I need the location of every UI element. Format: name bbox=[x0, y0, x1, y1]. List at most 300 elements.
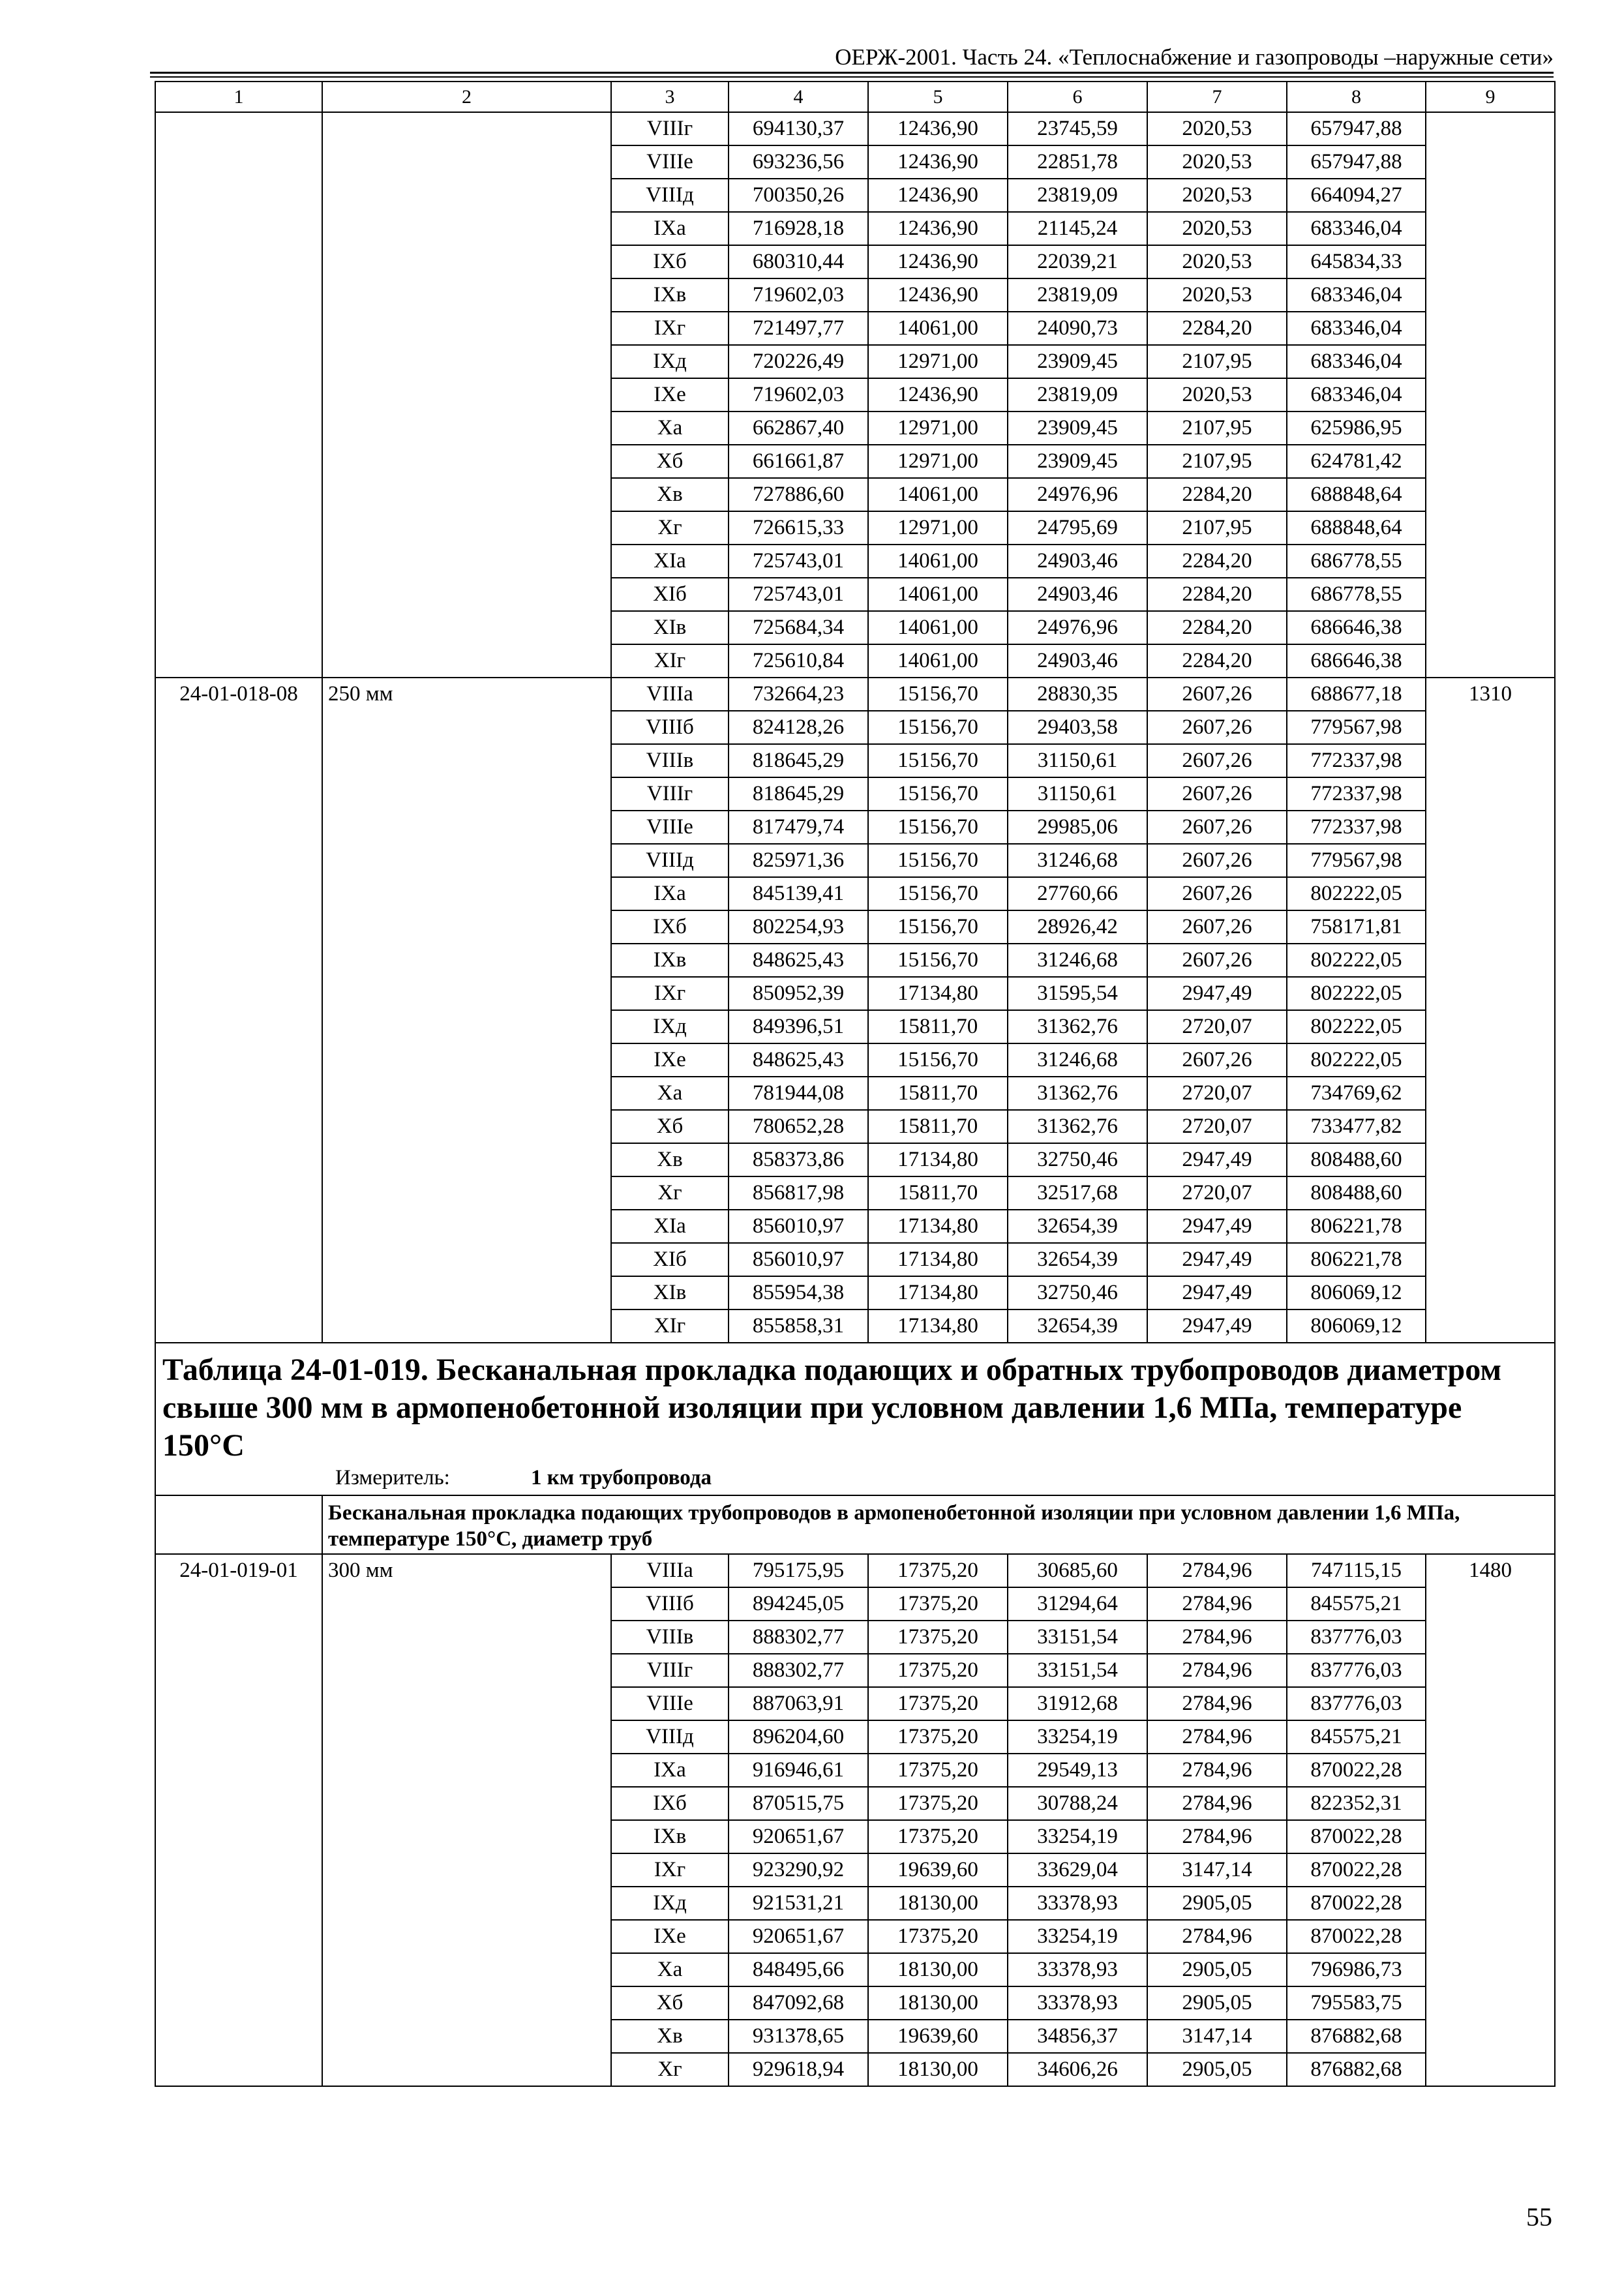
materials-cost: 683346,04 bbox=[1287, 278, 1426, 312]
total-cost: 888302,77 bbox=[729, 1654, 868, 1687]
resource-group: IXа bbox=[611, 212, 729, 245]
wages-cost: 12971,00 bbox=[868, 445, 1008, 478]
total-cost: 855954,38 bbox=[729, 1276, 868, 1309]
wages-cost: 17134,80 bbox=[868, 1143, 1008, 1176]
column-number-row bbox=[155, 82, 1555, 112]
materials-cost: 870022,28 bbox=[1287, 1887, 1426, 1920]
total-cost: 694130,37 bbox=[729, 112, 868, 145]
total-cost: 693236,56 bbox=[729, 145, 868, 179]
machines-cost: 28830,35 bbox=[1008, 678, 1147, 711]
resource-group: XIв bbox=[611, 1276, 729, 1309]
total-cost: 855858,31 bbox=[729, 1309, 868, 1343]
code-cell: 24-01-018-08 bbox=[155, 678, 322, 1343]
total-cost: 858373,86 bbox=[729, 1143, 868, 1176]
resource-group: XIб bbox=[611, 578, 729, 611]
wages-cost: 12436,90 bbox=[868, 179, 1008, 212]
column-number: 3 bbox=[611, 82, 729, 112]
wages-cost: 15156,70 bbox=[868, 678, 1008, 711]
resource-group: VIIIг bbox=[611, 1654, 729, 1687]
total-cost: 856010,97 bbox=[729, 1210, 868, 1243]
total-cost: 916946,61 bbox=[729, 1754, 868, 1787]
machines-cost: 31362,76 bbox=[1008, 1010, 1147, 1043]
machines-cost: 24903,46 bbox=[1008, 644, 1147, 678]
wages-cost: 15156,70 bbox=[868, 711, 1008, 744]
wages-cost: 15156,70 bbox=[868, 744, 1008, 777]
resource-group: XIг bbox=[611, 644, 729, 678]
materials-cost: 870022,28 bbox=[1287, 1853, 1426, 1887]
machines-cost: 33151,54 bbox=[1008, 1621, 1147, 1654]
machinists-wages: 2905,05 bbox=[1147, 1887, 1287, 1920]
materials-cost: 808488,60 bbox=[1287, 1143, 1426, 1176]
materials-cost: 837776,03 bbox=[1287, 1621, 1426, 1654]
materials-cost: 870022,28 bbox=[1287, 1920, 1426, 1953]
machinists-wages: 2020,53 bbox=[1147, 179, 1287, 212]
machinists-wages: 2784,96 bbox=[1147, 1820, 1287, 1853]
resource-group: VIIIа bbox=[611, 678, 729, 711]
resource-group: Xг bbox=[611, 1176, 729, 1210]
machines-cost: 23909,45 bbox=[1008, 345, 1147, 378]
code-cell bbox=[155, 112, 322, 678]
machinists-wages: 2284,20 bbox=[1147, 312, 1287, 345]
resource-group: IXе bbox=[611, 1920, 729, 1953]
machines-cost: 28926,42 bbox=[1008, 910, 1147, 944]
total-cost: 920651,67 bbox=[729, 1820, 868, 1853]
materials-cost: 808488,60 bbox=[1287, 1176, 1426, 1210]
machinists-wages: 2020,53 bbox=[1147, 145, 1287, 179]
wages-cost: 15156,70 bbox=[868, 944, 1008, 977]
total-cost: 721497,77 bbox=[729, 312, 868, 345]
subheading-empty-cell bbox=[155, 1495, 322, 1554]
machines-cost: 24795,69 bbox=[1008, 511, 1147, 545]
machinists-wages: 2107,95 bbox=[1147, 511, 1287, 545]
total-cost: 845139,41 bbox=[729, 877, 868, 910]
total-cost: 725743,01 bbox=[729, 578, 868, 611]
wages-cost: 18130,00 bbox=[868, 1953, 1008, 1986]
machinists-wages: 2784,96 bbox=[1147, 1720, 1287, 1754]
resource-group: Xб bbox=[611, 1986, 729, 2020]
machines-cost: 29985,06 bbox=[1008, 811, 1147, 844]
machinists-wages: 2784,96 bbox=[1147, 1554, 1287, 1587]
resource-group: Xа bbox=[611, 411, 729, 445]
total-cost: 856817,98 bbox=[729, 1176, 868, 1210]
machines-cost: 23819,09 bbox=[1008, 179, 1147, 212]
total-cost: 818645,29 bbox=[729, 777, 868, 811]
total-cost: 848625,43 bbox=[729, 944, 868, 977]
resource-group: IXе bbox=[611, 1043, 729, 1077]
machinists-wages: 2607,26 bbox=[1147, 811, 1287, 844]
materials-cost: 758171,81 bbox=[1287, 910, 1426, 944]
meter-value: 1 км трубопровода bbox=[531, 1466, 712, 1489]
machinists-wages: 2905,05 bbox=[1147, 1986, 1287, 2020]
machines-cost: 23819,09 bbox=[1008, 378, 1147, 411]
resource-group: IXд bbox=[611, 1010, 729, 1043]
materials-cost: 683346,04 bbox=[1287, 212, 1426, 245]
resource-group: VIIIе bbox=[611, 1687, 729, 1720]
resource-group: IXв bbox=[611, 944, 729, 977]
materials-cost: 683346,04 bbox=[1287, 312, 1426, 345]
column-number: 8 bbox=[1287, 82, 1426, 112]
materials-cost: 657947,88 bbox=[1287, 145, 1426, 179]
machines-cost: 33378,93 bbox=[1008, 1953, 1147, 1986]
table-row bbox=[155, 678, 1555, 711]
machines-cost: 31912,68 bbox=[1008, 1687, 1147, 1720]
resource-group: XIа bbox=[611, 1210, 729, 1243]
resource-group: VIIIд bbox=[611, 1720, 729, 1754]
resource-group: XIг bbox=[611, 1309, 729, 1343]
machinists-wages: 2720,07 bbox=[1147, 1110, 1287, 1143]
machines-cost: 31246,68 bbox=[1008, 944, 1147, 977]
machinists-wages: 2784,96 bbox=[1147, 1687, 1287, 1720]
materials-cost: 688848,64 bbox=[1287, 511, 1426, 545]
machines-cost: 22039,21 bbox=[1008, 245, 1147, 278]
wages-cost: 12436,90 bbox=[868, 278, 1008, 312]
machinists-wages: 2607,26 bbox=[1147, 678, 1287, 711]
wages-cost: 17375,20 bbox=[868, 1554, 1008, 1587]
total-cost: 923290,92 bbox=[729, 1853, 868, 1887]
materials-cost: 683346,04 bbox=[1287, 378, 1426, 411]
wages-cost: 12971,00 bbox=[868, 345, 1008, 378]
materials-cost: 772337,98 bbox=[1287, 744, 1426, 777]
wages-cost: 12971,00 bbox=[868, 511, 1008, 545]
machines-cost: 32750,46 bbox=[1008, 1276, 1147, 1309]
total-cost: 921531,21 bbox=[729, 1887, 868, 1920]
materials-cost: 806221,78 bbox=[1287, 1210, 1426, 1243]
materials-cost: 686778,55 bbox=[1287, 545, 1426, 578]
machinists-wages: 2947,49 bbox=[1147, 1210, 1287, 1243]
machinists-wages: 2284,20 bbox=[1147, 644, 1287, 678]
column-number: 6 bbox=[1008, 82, 1147, 112]
table-row bbox=[155, 112, 1555, 145]
materials-cost: 806221,78 bbox=[1287, 1243, 1426, 1276]
machines-cost: 31362,76 bbox=[1008, 1110, 1147, 1143]
wages-cost: 12436,90 bbox=[868, 212, 1008, 245]
materials-cost: 688848,64 bbox=[1287, 478, 1426, 511]
column-number: 7 bbox=[1147, 82, 1287, 112]
resource-group: IXг bbox=[611, 312, 729, 345]
machinists-wages: 3147,14 bbox=[1147, 2020, 1287, 2053]
labor-rate-cell: 1310 bbox=[1426, 678, 1555, 1343]
total-cost: 719602,03 bbox=[729, 278, 868, 312]
labor-rate-cell bbox=[1426, 112, 1555, 678]
machinists-wages: 2284,20 bbox=[1147, 578, 1287, 611]
wages-cost: 17134,80 bbox=[868, 1243, 1008, 1276]
wages-cost: 17134,80 bbox=[868, 1210, 1008, 1243]
machines-cost: 33629,04 bbox=[1008, 1853, 1147, 1887]
machinists-wages: 2107,95 bbox=[1147, 445, 1287, 478]
materials-cost: 688677,18 bbox=[1287, 678, 1426, 711]
machines-cost: 30788,24 bbox=[1008, 1787, 1147, 1820]
materials-cost: 645834,33 bbox=[1287, 245, 1426, 278]
resource-group: VIIIд bbox=[611, 844, 729, 877]
resource-group: Xг bbox=[611, 2053, 729, 2086]
wages-cost: 15811,70 bbox=[868, 1077, 1008, 1110]
wages-cost: 15156,70 bbox=[868, 777, 1008, 811]
total-cost: 850952,39 bbox=[729, 977, 868, 1010]
resource-group: XIб bbox=[611, 1243, 729, 1276]
resource-group: Xв bbox=[611, 2020, 729, 2053]
materials-cost: 686646,38 bbox=[1287, 644, 1426, 678]
wages-cost: 17375,20 bbox=[868, 1820, 1008, 1853]
wages-cost: 12971,00 bbox=[868, 411, 1008, 445]
total-cost: 720226,49 bbox=[729, 345, 868, 378]
total-cost: 795175,95 bbox=[729, 1554, 868, 1587]
wages-cost: 14061,00 bbox=[868, 312, 1008, 345]
resource-group: Xб bbox=[611, 1110, 729, 1143]
wages-cost: 17134,80 bbox=[868, 1309, 1008, 1343]
machines-cost: 34856,37 bbox=[1008, 2020, 1147, 2053]
wages-cost: 15811,70 bbox=[868, 1010, 1008, 1043]
materials-cost: 686646,38 bbox=[1287, 611, 1426, 644]
wages-cost: 18130,00 bbox=[868, 2053, 1008, 2086]
price-table bbox=[155, 81, 1556, 2087]
machines-cost: 30685,60 bbox=[1008, 1554, 1147, 1587]
diameter-cell bbox=[322, 112, 611, 678]
machinists-wages: 2607,26 bbox=[1147, 910, 1287, 944]
total-cost: 802254,93 bbox=[729, 910, 868, 944]
header-rule-thin bbox=[150, 76, 1554, 78]
column-number: 9 bbox=[1426, 82, 1555, 112]
materials-cost: 796986,73 bbox=[1287, 1953, 1426, 1986]
wages-cost: 12436,90 bbox=[868, 145, 1008, 179]
total-cost: 817479,74 bbox=[729, 811, 868, 844]
wages-cost: 15811,70 bbox=[868, 1110, 1008, 1143]
machinists-wages: 2607,26 bbox=[1147, 944, 1287, 977]
machines-cost: 33378,93 bbox=[1008, 1887, 1147, 1920]
materials-cost: 802222,05 bbox=[1287, 877, 1426, 910]
meter-line bbox=[162, 1465, 1548, 1491]
resource-group: VIIIе bbox=[611, 145, 729, 179]
machines-cost: 32654,39 bbox=[1008, 1243, 1147, 1276]
machinists-wages: 2020,53 bbox=[1147, 378, 1287, 411]
materials-cost: 795583,75 bbox=[1287, 1986, 1426, 2020]
machines-cost: 21145,24 bbox=[1008, 212, 1147, 245]
machines-cost: 24903,46 bbox=[1008, 578, 1147, 611]
total-cost: 847092,68 bbox=[729, 1986, 868, 2020]
machines-cost: 23909,45 bbox=[1008, 411, 1147, 445]
wages-cost: 17375,20 bbox=[868, 1920, 1008, 1953]
table-row bbox=[155, 1554, 1555, 1587]
subheading: Бесканальная прокладка подающих трубопроводов в армопенобетонной изоляции при условном давлении 1,6 МПа, температуре 150°С, диаметр труб bbox=[322, 1495, 1555, 1554]
machines-cost: 32517,68 bbox=[1008, 1176, 1147, 1210]
wages-cost: 14061,00 bbox=[868, 545, 1008, 578]
materials-cost: 747115,15 bbox=[1287, 1554, 1426, 1587]
total-cost: 887063,91 bbox=[729, 1687, 868, 1720]
machinists-wages: 2607,26 bbox=[1147, 777, 1287, 811]
machinists-wages: 2905,05 bbox=[1147, 1953, 1287, 1986]
machines-cost: 24090,73 bbox=[1008, 312, 1147, 345]
machinists-wages: 2720,07 bbox=[1147, 1176, 1287, 1210]
total-cost: 725684,34 bbox=[729, 611, 868, 644]
total-cost: 662867,40 bbox=[729, 411, 868, 445]
materials-cost: 779567,98 bbox=[1287, 844, 1426, 877]
machines-cost: 24976,96 bbox=[1008, 478, 1147, 511]
machinists-wages: 2784,96 bbox=[1147, 1587, 1287, 1621]
total-cost: 870515,75 bbox=[729, 1787, 868, 1820]
machines-cost: 31246,68 bbox=[1008, 1043, 1147, 1077]
machinists-wages: 2020,53 bbox=[1147, 212, 1287, 245]
machines-cost: 33254,19 bbox=[1008, 1820, 1147, 1853]
machinists-wages: 2784,96 bbox=[1147, 1787, 1287, 1820]
wages-cost: 15156,70 bbox=[868, 910, 1008, 944]
materials-cost: 683346,04 bbox=[1287, 345, 1426, 378]
diameter-cell: 300 мм bbox=[322, 1554, 611, 2086]
machines-cost: 24903,46 bbox=[1008, 545, 1147, 578]
meter-label: Измеритель: bbox=[335, 1466, 450, 1489]
machinists-wages: 2607,26 bbox=[1147, 877, 1287, 910]
wages-cost: 14061,00 bbox=[868, 644, 1008, 678]
machines-cost: 31595,54 bbox=[1008, 977, 1147, 1010]
machines-cost: 29403,58 bbox=[1008, 711, 1147, 744]
total-cost: 781944,08 bbox=[729, 1077, 868, 1110]
resource-group: XIа bbox=[611, 545, 729, 578]
machinists-wages: 2784,96 bbox=[1147, 1654, 1287, 1687]
machinists-wages: 2947,49 bbox=[1147, 1276, 1287, 1309]
resource-group: IXа bbox=[611, 1754, 729, 1787]
resource-group: IXб bbox=[611, 245, 729, 278]
resource-group: VIIIв bbox=[611, 1621, 729, 1654]
materials-cost: 845575,21 bbox=[1287, 1720, 1426, 1754]
machinists-wages: 2784,96 bbox=[1147, 1621, 1287, 1654]
total-cost: 896204,60 bbox=[729, 1720, 868, 1754]
materials-cost: 734769,62 bbox=[1287, 1077, 1426, 1110]
total-cost: 818645,29 bbox=[729, 744, 868, 777]
materials-cost: 802222,05 bbox=[1287, 977, 1426, 1010]
machines-cost: 33254,19 bbox=[1008, 1920, 1147, 1953]
total-cost: 726615,33 bbox=[729, 511, 868, 545]
machinists-wages: 2947,49 bbox=[1147, 1143, 1287, 1176]
wages-cost: 17134,80 bbox=[868, 1276, 1008, 1309]
machines-cost: 32654,39 bbox=[1008, 1309, 1147, 1343]
diameter-cell: 250 мм bbox=[322, 678, 611, 1343]
labor-rate-cell: 1480 bbox=[1426, 1554, 1555, 2086]
materials-cost: 822352,31 bbox=[1287, 1787, 1426, 1820]
table-title: Таблица 24-01-019. Бесканальная прокладка подающих и обратных трубопроводов диаметром свыше 300 мм в армопенобетонной изоляции при условном давлении 1,6 МПа, температуре 150°С bbox=[162, 1353, 1502, 1463]
table-title-cell bbox=[155, 1343, 1555, 1495]
column-number: 1 bbox=[155, 82, 322, 112]
resource-group: IXе bbox=[611, 378, 729, 411]
wages-cost: 19639,60 bbox=[868, 2020, 1008, 2053]
wages-cost: 17375,20 bbox=[868, 1720, 1008, 1754]
page-number: 55 bbox=[1526, 2202, 1552, 2232]
wages-cost: 18130,00 bbox=[868, 1986, 1008, 2020]
resource-group: IXв bbox=[611, 278, 729, 312]
resource-group: VIIIе bbox=[611, 811, 729, 844]
total-cost: 680310,44 bbox=[729, 245, 868, 278]
machines-cost: 33151,54 bbox=[1008, 1654, 1147, 1687]
machines-cost: 31294,64 bbox=[1008, 1587, 1147, 1621]
machinists-wages: 2107,95 bbox=[1147, 411, 1287, 445]
wages-cost: 19639,60 bbox=[868, 1853, 1008, 1887]
materials-cost: 664094,27 bbox=[1287, 179, 1426, 212]
wages-cost: 17375,20 bbox=[868, 1587, 1008, 1621]
machinists-wages: 2284,20 bbox=[1147, 478, 1287, 511]
machinists-wages: 2607,26 bbox=[1147, 1043, 1287, 1077]
resource-group: VIIIа bbox=[611, 1554, 729, 1587]
resource-group: IXа bbox=[611, 877, 729, 910]
total-cost: 725743,01 bbox=[729, 545, 868, 578]
total-cost: 824128,26 bbox=[729, 711, 868, 744]
column-number: 2 bbox=[322, 82, 611, 112]
machinists-wages: 2905,05 bbox=[1147, 2053, 1287, 2086]
wages-cost: 17134,80 bbox=[868, 977, 1008, 1010]
resource-group: IXг bbox=[611, 977, 729, 1010]
machines-cost: 32654,39 bbox=[1008, 1210, 1147, 1243]
machinists-wages: 2947,49 bbox=[1147, 1243, 1287, 1276]
machinists-wages: 2607,26 bbox=[1147, 711, 1287, 744]
machines-cost: 32750,46 bbox=[1008, 1143, 1147, 1176]
machines-cost: 31246,68 bbox=[1008, 844, 1147, 877]
wages-cost: 15156,70 bbox=[868, 811, 1008, 844]
machines-cost: 34606,26 bbox=[1008, 2053, 1147, 2086]
resource-group: IXг bbox=[611, 1853, 729, 1887]
subheading-row bbox=[155, 1495, 1555, 1554]
materials-cost: 686778,55 bbox=[1287, 578, 1426, 611]
header-rule bbox=[150, 72, 1554, 74]
machines-cost: 33254,19 bbox=[1008, 1720, 1147, 1754]
wages-cost: 17375,20 bbox=[868, 1687, 1008, 1720]
machinists-wages: 2020,53 bbox=[1147, 112, 1287, 145]
total-cost: 848495,66 bbox=[729, 1953, 868, 1986]
materials-cost: 657947,88 bbox=[1287, 112, 1426, 145]
column-number: 5 bbox=[868, 82, 1008, 112]
materials-cost: 837776,03 bbox=[1287, 1654, 1426, 1687]
resource-group: Xа bbox=[611, 1077, 729, 1110]
total-cost: 725610,84 bbox=[729, 644, 868, 678]
machinists-wages: 2720,07 bbox=[1147, 1010, 1287, 1043]
materials-cost: 845575,21 bbox=[1287, 1587, 1426, 1621]
wages-cost: 15156,70 bbox=[868, 877, 1008, 910]
total-cost: 780652,28 bbox=[729, 1110, 868, 1143]
materials-cost: 772337,98 bbox=[1287, 777, 1426, 811]
machinists-wages: 2607,26 bbox=[1147, 744, 1287, 777]
resource-group: Xг bbox=[611, 511, 729, 545]
materials-cost: 876882,68 bbox=[1287, 2020, 1426, 2053]
total-cost: 732664,23 bbox=[729, 678, 868, 711]
machines-cost: 23909,45 bbox=[1008, 445, 1147, 478]
machines-cost: 31150,61 bbox=[1008, 744, 1147, 777]
materials-cost: 870022,28 bbox=[1287, 1754, 1426, 1787]
resource-group: VIIIб bbox=[611, 1587, 729, 1621]
machines-cost: 31362,76 bbox=[1008, 1077, 1147, 1110]
machinists-wages: 2020,53 bbox=[1147, 278, 1287, 312]
materials-cost: 733477,82 bbox=[1287, 1110, 1426, 1143]
wages-cost: 18130,00 bbox=[868, 1887, 1008, 1920]
resource-group: XIв bbox=[611, 611, 729, 644]
total-cost: 920651,67 bbox=[729, 1920, 868, 1953]
resource-group: IXб bbox=[611, 910, 729, 944]
machinists-wages: 2784,96 bbox=[1147, 1920, 1287, 1953]
total-cost: 848625,43 bbox=[729, 1043, 868, 1077]
table-title-row bbox=[155, 1343, 1555, 1495]
wages-cost: 14061,00 bbox=[868, 578, 1008, 611]
machines-cost: 24976,96 bbox=[1008, 611, 1147, 644]
wages-cost: 14061,00 bbox=[868, 478, 1008, 511]
machines-cost: 33378,93 bbox=[1008, 1986, 1147, 2020]
materials-cost: 772337,98 bbox=[1287, 811, 1426, 844]
total-cost: 825971,36 bbox=[729, 844, 868, 877]
total-cost: 849396,51 bbox=[729, 1010, 868, 1043]
resource-group: VIIIг bbox=[611, 777, 729, 811]
machinists-wages: 2720,07 bbox=[1147, 1077, 1287, 1110]
resource-group: Xб bbox=[611, 445, 729, 478]
column-number: 4 bbox=[729, 82, 868, 112]
code-cell: 24-01-019-01 bbox=[155, 1554, 322, 2086]
machines-cost: 23745,59 bbox=[1008, 112, 1147, 145]
machinists-wages: 2607,26 bbox=[1147, 844, 1287, 877]
total-cost: 888302,77 bbox=[729, 1621, 868, 1654]
machines-cost: 23819,09 bbox=[1008, 278, 1147, 312]
materials-cost: 837776,03 bbox=[1287, 1687, 1426, 1720]
